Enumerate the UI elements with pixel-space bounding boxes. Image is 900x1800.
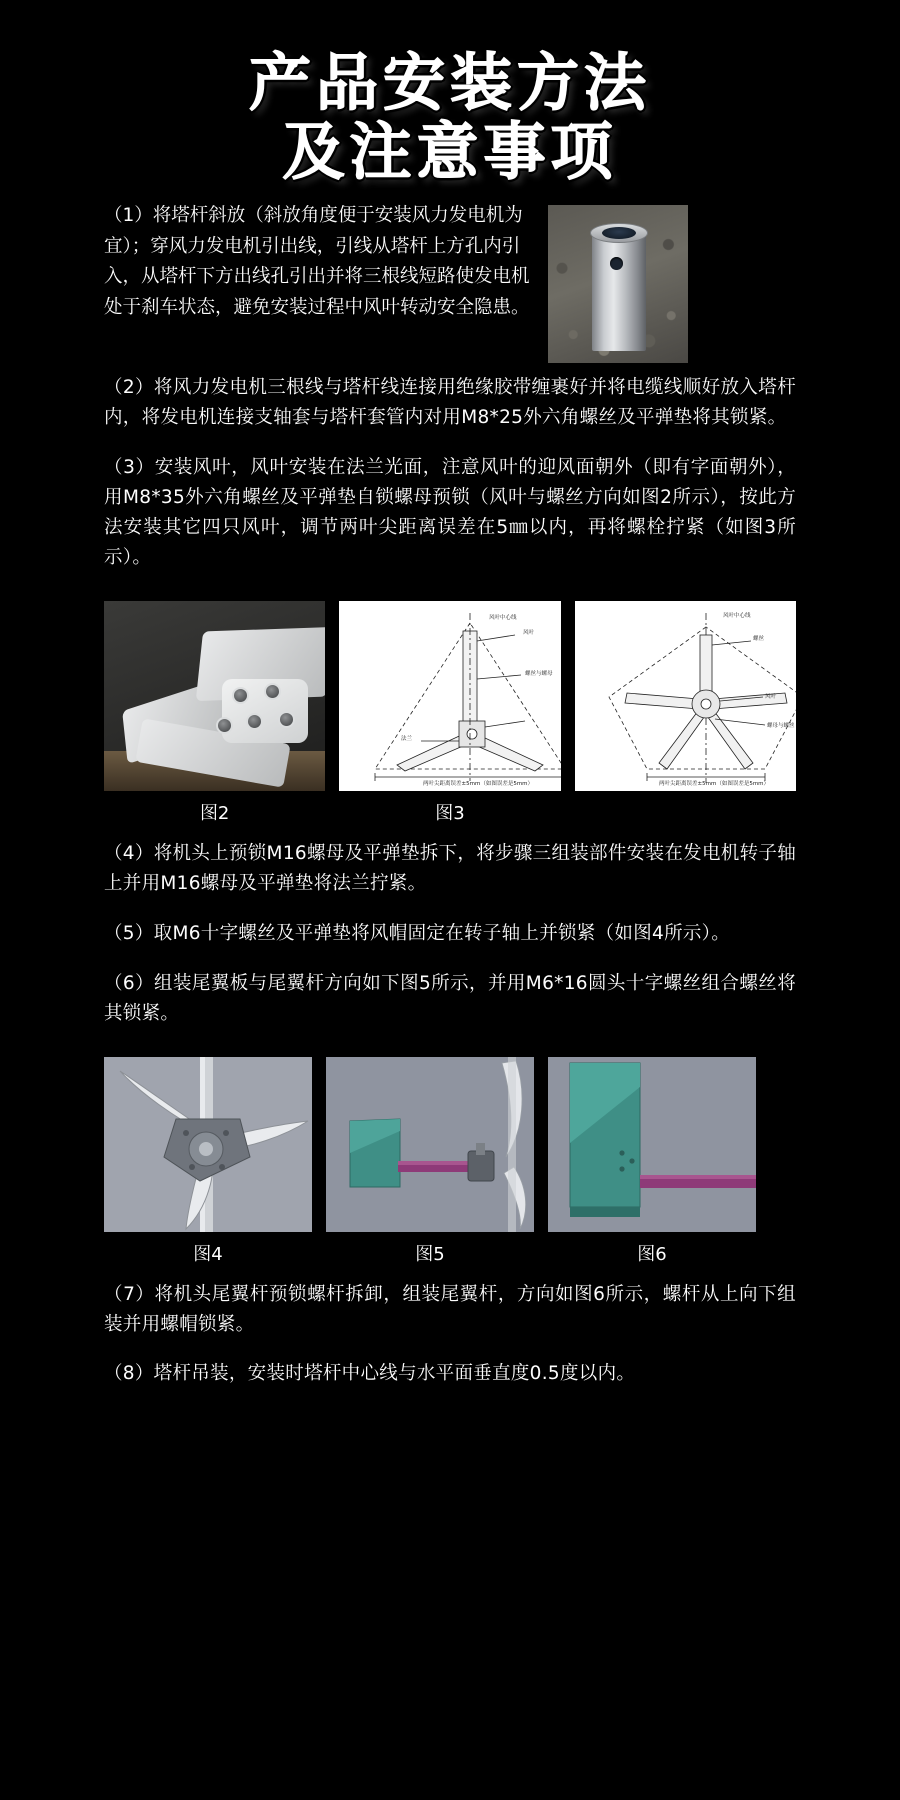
tower-socket-photo <box>548 205 688 363</box>
tower-bore <box>602 227 636 239</box>
figure-3-label-screw: 螺丝与螺母 <box>525 670 553 677</box>
step-7-text: （7）将机头尾翼杆预锁螺杆拆卸，组装尾翼杆，方向如图6所示，螺杆从上向下组装并用螺帽锁紧。 <box>104 1283 796 1335</box>
figure-3-note: 两叶尖距离误差±5mm（如图误差是5mm） <box>423 780 534 787</box>
figure-5-caption: 图5 <box>415 1243 445 1265</box>
figure-6-image <box>548 1057 756 1232</box>
tower-cylinder <box>592 231 646 351</box>
bolt-icon <box>232 687 249 704</box>
title-line-1: 产品安装方法 <box>248 46 651 119</box>
title-line-2: 及注意事项 <box>282 115 618 189</box>
tail-plate-render-svg <box>548 1057 756 1232</box>
figure-4-caption: 图4 <box>193 1243 223 1265</box>
figure-3-right-caption <box>575 799 796 825</box>
step-1-text-wrap <box>104 201 534 324</box>
figure-3-right-drawing <box>575 601 796 791</box>
steps-2-3 <box>0 373 900 573</box>
step-8-text: （8）塔杆吊装，安装时塔杆中心线与水平面垂直度0.5度以内。 <box>104 1363 636 1385</box>
figure-4-image <box>104 1057 312 1232</box>
figure-row-1 <box>0 593 900 791</box>
step-6-text: （6）组装尾翼板与尾翼杆方向如下图5所示，并用M6*16圆头十字螺丝组合螺丝将其锁紧。 <box>104 972 796 1024</box>
step-2-text: （2）将风力发电机三根线与塔杆线连接用绝缘胶带缠裹好并将电缆线顺好放入塔杆内，将发电机连接支轴套与塔杆套管内对用M8*25外六角螺丝及平弹垫将其锁紧。 <box>104 376 796 428</box>
tail-assembly-render-svg <box>326 1057 534 1232</box>
figure-row-2-captions <box>0 1232 900 1280</box>
figure-2-caption: 图2 <box>199 802 230 824</box>
figure-3b-label-screw: 螺丝 <box>752 635 764 642</box>
step-1-text: （1）将塔杆斜放（斜放角度便于安装风力发电机为宜）；穿风力发电机引出线，引线从塔杆上方孔内引入，从塔杆下方出线孔引出并将三根线短路使发电机处于刹车状态，避免安装过程中风叶转动安全隐患。 <box>104 204 530 318</box>
hub-blades-render-svg <box>104 1057 312 1232</box>
figure-3b-note: 两叶尖距离误差±5mm（如图误差是5mm） <box>658 780 769 787</box>
steps-7-8 <box>0 1280 900 1390</box>
step-3-text: （3）安装风叶，风叶安装在法兰光面，注意风叶的迎风面朝外（即有字面朝外），用M8*35外六角螺丝及平弹垫自锁螺母预锁（风叶与螺丝方向如图2所示），按此方法安装其它四只风叶，调节两叶尖距离误差在5㎜以内，再将螺栓拧紧（如图3所示）。 <box>104 456 796 568</box>
tower-cable-hole <box>610 257 623 270</box>
five-blade-diagram-svg <box>575 601 796 791</box>
figure-3-drawing <box>339 601 560 791</box>
figure-5-image <box>326 1057 534 1232</box>
figure-3b-label-centerline: 风叶中心线 <box>722 612 751 619</box>
bolt-icon <box>246 713 263 730</box>
steps-4-6 <box>0 839 900 1029</box>
bolt-icon <box>216 717 233 734</box>
figure-row-1-captions <box>0 791 900 839</box>
figure-2-image <box>104 601 325 791</box>
figure-3b-label-nut: 螺母与螺丝 <box>766 722 795 729</box>
step-1-block <box>0 187 900 363</box>
figure-6-caption: 图6 <box>637 1243 667 1265</box>
figure-3-label-centerline: 风叶中心线 <box>489 614 517 621</box>
figure-3-label-blade: 风叶 <box>523 629 535 636</box>
bolt-icon <box>264 683 281 700</box>
figure-3b-label-blade: 风叶 <box>764 693 776 700</box>
figure-row-2 <box>0 1049 900 1232</box>
figure-3-caption: 图3 <box>435 802 465 824</box>
step-5-text: （5）取M6十字螺丝及平弹垫将风帽固定在转子轴上并锁紧（如图4所示）。 <box>104 922 731 944</box>
three-blade-diagram-svg <box>339 601 560 791</box>
step-4-text: （4）将机头上预锁M16螺母及平弹垫拆下，将步骤三组装部件安装在发电机转子轴上并用M16螺母及平弹垫将法兰拧紧。 <box>104 842 796 894</box>
figure-3-label-flange: 法兰 <box>401 735 413 742</box>
bolt-icon <box>278 711 295 728</box>
page-title <box>0 0 900 187</box>
